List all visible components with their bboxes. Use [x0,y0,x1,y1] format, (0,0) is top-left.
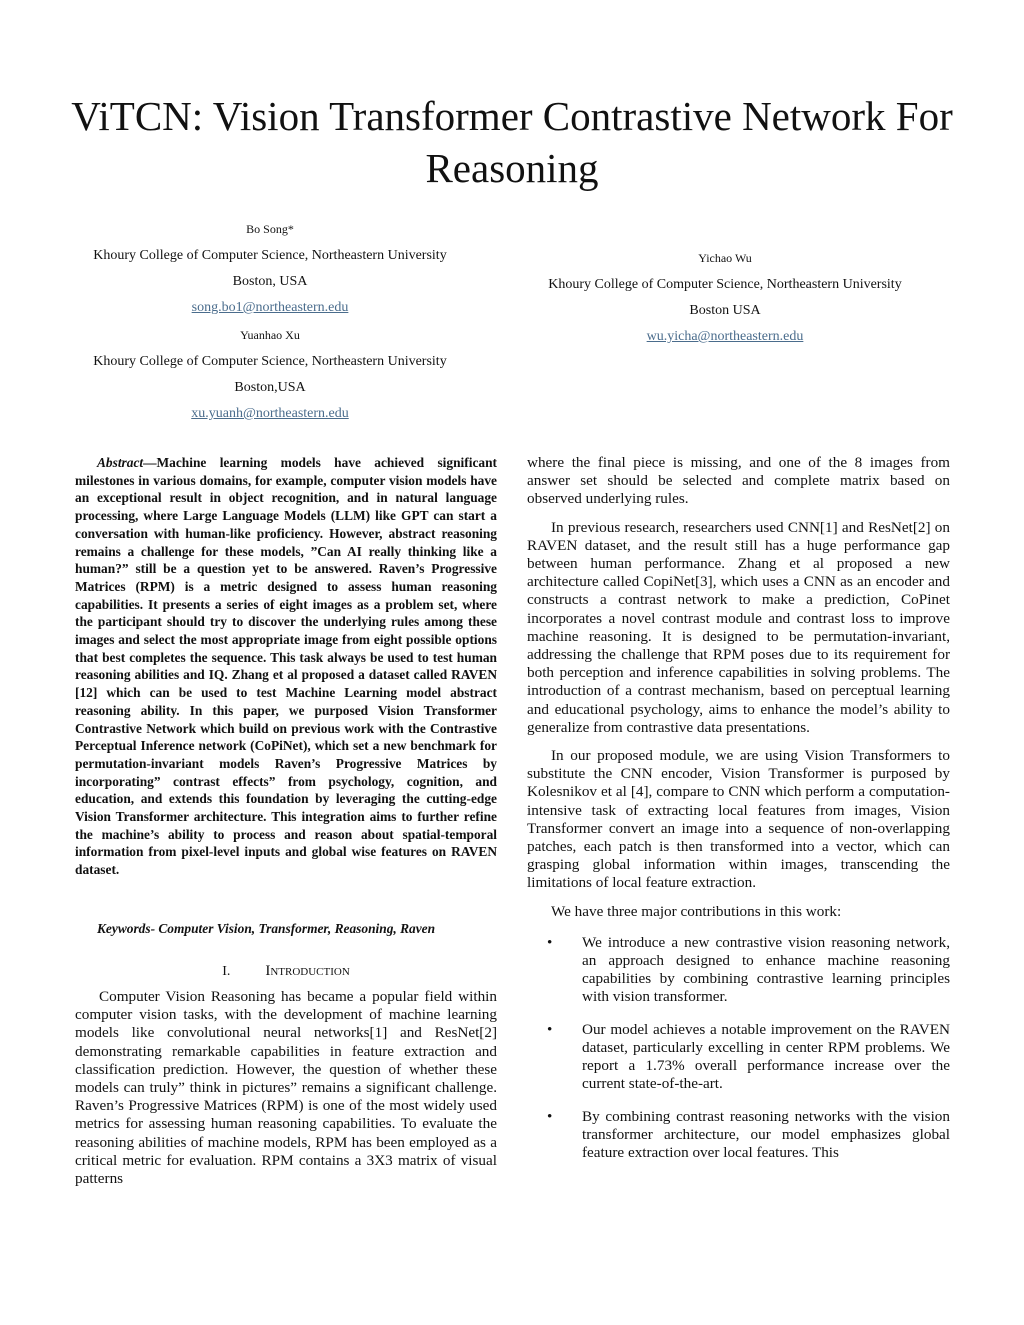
author-email-link[interactable]: wu.yicha@northeastern.edu [646,329,804,344]
paper-title: ViTCN: Vision Transformer Contrastive Network For Reasoning [71,93,953,191]
section-title: Introduction [265,963,350,979]
abstract-label: Abstract [97,455,144,470]
list-item [527,1021,950,1094]
section-heading [75,963,497,980]
bullet-icon: • [547,1107,553,1125]
author-location: Boston USA [689,303,761,318]
author-email-link[interactable]: xu.yuanh@northeastern.edu [191,406,349,421]
intro-left-column [75,988,497,1188]
intro-paragraph: Computer Vision Reasoning has became a popular field within computer vision tasks, with the development of machine learning models like convolutional neural networks[1] and ResNet[2] demonstrating remarkable capabilities in feature extraction and classification prediction. However, the question of whether these models can truly” think in pictures” remains a significant challenge. Raven’s Progressive Matrices (RPM) is one of the most widely used metrics for assessing human reasoning capabilities. To evaluate the reasoning abilities of machine models, RPM has been employed as a critical metric for evaluation. RPM contains a 3X3 matrix of visual patterns [75,988,497,1188]
author-name: Bo Song* [246,222,294,236]
keywords: Keywords- Computer Vision, Transformer, Reasoning, Raven [97,921,436,936]
author-location: Boston, USA [232,274,308,289]
contributions-list [527,934,950,1162]
author-affiliation: Khoury College of Computer Science, Northeastern University [93,354,447,369]
bullet-icon: • [547,1020,553,1038]
list-item-text: By combining contrast reasoning networks with the vision transformer architecture, our model emphasizes global feature extraction over local features. This [582,1107,950,1161]
abstract [75,454,497,879]
list-item-text: Our model achieves a notable improvement on the RAVEN dataset, particularly excelling in center RPM problems. We report a 1.73% overall performance increase over the current state-of-the-art. [582,1020,950,1093]
list-item [527,934,950,1007]
intro-paragraph: We have three major contributions in this work: [551,902,842,920]
author-affiliation: Khoury College of Computer Science, Northeastern University [548,277,902,292]
author-email-link[interactable]: song.bo1@northeastern.edu [191,300,349,315]
abstract-text: Machine learning models have achieved significant milestones in various domains, for example, computer vision models have an exceptional result in object recognition, and in natural language processing, where Large Language Models (LLM) like GPT can start a conversation with human-like proficiency. However, abstract reasoning remains a challenge for these models, ”Can AI really thinking like a human?” still be a question yet to be answered. Raven’s Progressive Matrices (RPM) is a metric designed to assess human reasoning capabilities. It presents a series of eight images as a problem set, where the participant should try to discover the underlying rules among these images and select the most appropriate image from eight possible options that best completes the sequence. This task always be used to test human reasoning abilities and IQ. Zhang et al proposed a dataset called RAVEN [12] which can be used to test Machine Learning model abstract reasoning ability. In this paper, we purposed Vision Transformer Contrastive Network which build on previous work with the Contrastive Perceptual Inference network (CoPiNet), which set a new benchmark for permutation-invariant models Raven’s Progressive Matrices by incorporating” contrast effects” from psychology, cognition, and education, and extends this foundation by leveraging the cutting-edge Vision Transformer architecture. This integration aims to further refine the machine’s ability to process and reason about spatial-temporal information from pixel-level inputs and global wise features on RAVEN dataset. [75,455,497,878]
author-block-1 [60,222,480,326]
author-block-2 [60,328,480,432]
intro-paragraph: In previous research, researchers used CNN[1] and ResNet[2] on RAVEN dataset, and the result still has a huge performance gap between human performance. Zhang et al proposed a new architecture called CopiNet[3], which uses a CNN as an encoder and constructs a contrast network to make a prediction, CoPinet incorporates a novel contrast module and contrast loss to improve machine reasoning. It is designed to be permutation-invariant, addressing the challenge that RPM poses due to its requirement for both perception and inference capabilities in solving problems. The introduction of a contrast mechanism, based on perceptual learning and educational psychology, aims to enhance the model’s ability to generalize from contrastive data presentations. [527,518,950,736]
author-name: Yichao Wu [698,251,752,265]
author-location: Boston,USA [234,380,306,395]
section-number: I. [222,964,231,979]
author-affiliation: Khoury College of Computer Science, Northeastern University [93,248,447,263]
bullet-icon: • [547,933,553,951]
abstract-dash: — [143,455,157,470]
list-item-text: We introduce a new contrastive vision reasoning network, an approach designed to enhance machine reasoning capabilities by combining contrastive learning principles with vision transformer. [582,933,950,1006]
intro-paragraph: In our proposed module, we are using Vision Transformers to substitute the CNN encoder, Vision Transformer is purposed by Kolesnikov et al [4], compare to CNN which perform a computation-intensive task of extracting local features from images, Vision Transformer convert an image into a sequence of non-overlapping patches, each patch is then transformed into a vector, which can grasping global information within images, transcending the limitations of local feature extraction. [527,747,950,892]
author-block-3 [520,251,930,355]
intro-right-column [527,454,950,1176]
author-name: Yuanhao Xu [240,328,300,342]
list-item [527,1108,950,1163]
intro-paragraph: where the final piece is missing, and one of the 8 images from answer set should be selected and complete matrix based on observed underlying rules. [527,454,950,508]
